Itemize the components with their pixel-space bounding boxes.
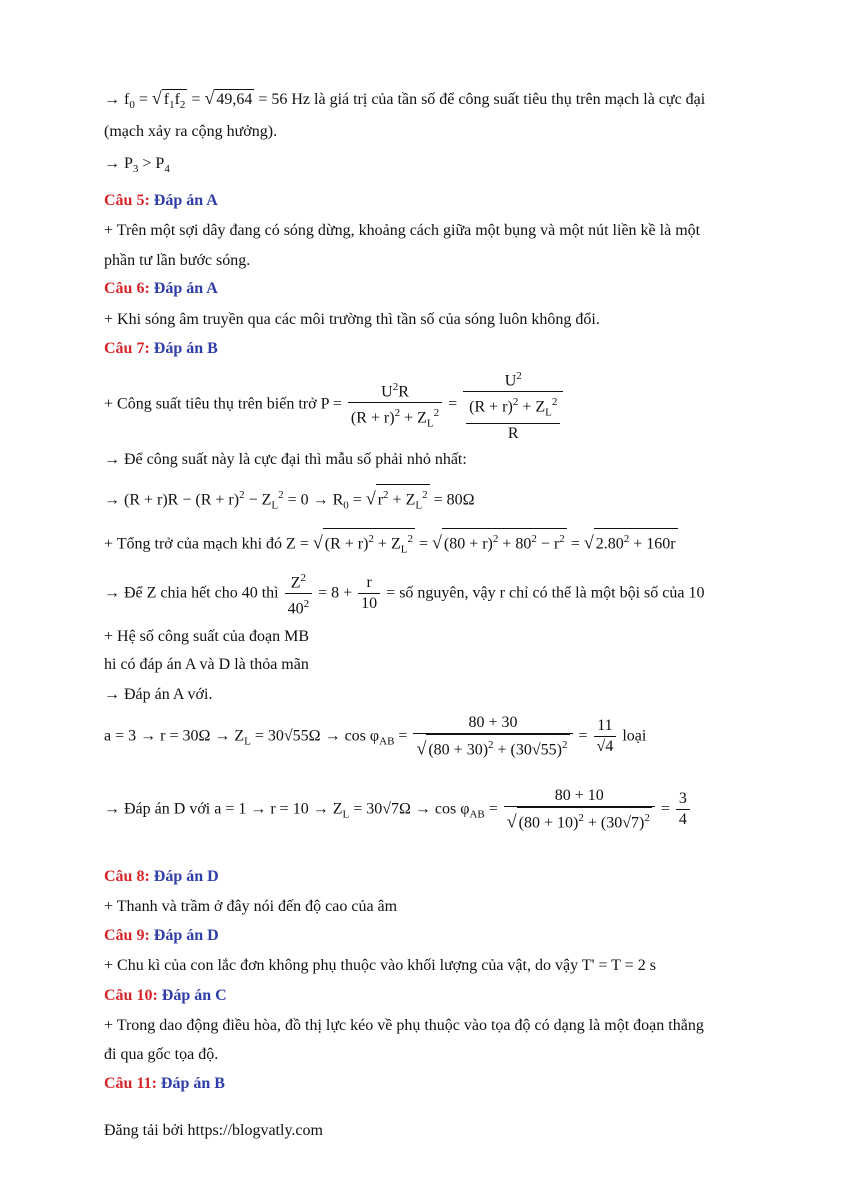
- question-9-heading: [104, 926, 219, 946]
- answer-label: Đáp án D: [153, 927, 219, 944]
- divisibility-formula: → Để Z chia hết cho 40 thì $\frac{Z^2}{40^2}$ = 8 + $\frac{r}{10}$ = số nguyên, vậy r chỉ có thể là một bội số của 10: [104, 568, 704, 620]
- answer-a-formula: $a = 3 \to r = 30\Omega \to Z_L = 30√55\Omega \to \cos \varphi_{AB}$ = $\frac{80 + 30}{√ (80 + 30)^2 + (30√55)^2}$ = $\frac{11}{√4}$ loại: [104, 714, 647, 759]
- answer-label: Đáp án A: [153, 280, 218, 297]
- only-a-d-text: hi có đáp án A và D là thỏa mãn: [104, 656, 309, 673]
- question-6-text: + Khi sóng âm truyền qua các môi trường thì tần số của sóng luôn không đổi.: [104, 311, 600, 328]
- question-label: Câu 8:: [104, 868, 150, 885]
- question-label: Câu 7:: [104, 340, 150, 357]
- question-9-body: + Chu kì của con lắc đơn không phụ thuộc vào khối lượng của vật, do vậy: [104, 957, 579, 974]
- impedance-formula: + Tổng trở của mạch khi đó Z = √ $(R + r)^2 + Z_L^2$ = √ $(80 + r)^2 + 80^2 - r^2$ = √ $2.80^2 + 160r$: [104, 528, 678, 560]
- optimal-resistance-formula: → $(R + r)R - (R + r)^2 - Z_L^2 = 0 \to R_0$ = √ $r^2 + Z_L^2 = 80\Omega$: [104, 484, 475, 516]
- question-6-heading: [104, 279, 218, 299]
- resonance-note: (mạch xảy ra cộng hưởng).: [104, 123, 278, 140]
- page-footer: Đăng tải bởi https://blogvatly.com: [104, 1122, 323, 1139]
- impedance-label: + Tổng trở của mạch khi đó: [104, 535, 283, 553]
- question-label: Câu 11:: [104, 1075, 157, 1092]
- question-label: Câu 6:: [104, 280, 150, 297]
- answer-a-intro: → Đáp án A với.: [104, 686, 213, 703]
- resonance-frequency-line: → $f_0$ = √ $f_1f_2$ = √ 49,64 = 56 Hz là giá trị của tần số để công suất tiêu thụ trên mạch là cực đại: [104, 88, 705, 115]
- answer-label: Đáp án A: [153, 192, 218, 209]
- resonance-text: Hz là giá trị của tần số để công suất tiêu thụ trên mạch là cực đại: [291, 91, 706, 108]
- question-10-text-cont: đi qua gốc tọa độ.: [104, 1046, 219, 1063]
- answer-label: Đáp án B: [153, 340, 218, 357]
- answer-label: Đáp án B: [160, 1075, 225, 1092]
- question-label: Câu 5:: [104, 192, 150, 209]
- divisibility-tail: số nguyên, vậy r chỉ có thể là một bội số của 10: [399, 584, 705, 602]
- power-formula: + Công suất tiêu thụ trên biến trở P = $\frac{U^2R}{(R + r)^2 + Z_L^2}$ = $\frac{U^2}{\frac{(R + r)^2 + Z_L^2}{R}}$: [104, 366, 565, 444]
- answer-label: Đáp án D: [153, 868, 219, 885]
- reject-label: loại: [622, 727, 647, 745]
- answer-label: Đáp án C: [161, 987, 227, 1004]
- question-10-heading: [104, 986, 227, 1006]
- minimize-label: → Để công suất này là cực đại thì mẫu số phải nhỏ nhất:: [104, 451, 467, 468]
- power-label: + Công suất tiêu thụ trên biến trở: [104, 395, 317, 413]
- question-8-heading: [104, 867, 219, 887]
- question-5-text-cont: phần tư lần bước sóng.: [104, 252, 251, 269]
- question-5-heading: [104, 191, 218, 211]
- power-compare: → $P_3 > P_4$: [104, 155, 170, 176]
- divisibility-label: → Để Z chia hết cho 40 thì: [104, 584, 279, 602]
- question-label: Câu 9:: [104, 927, 150, 944]
- question-5-text: + Trên một sợi dây đang có sóng dừng, khoảng cách giữa một bụng và một nút liền kề là một: [104, 222, 701, 239]
- answer-d-intro: → Đáp án D với: [104, 800, 211, 818]
- question-7-heading: [104, 339, 218, 359]
- power-factor-label: + Hệ số công suất của đoạn MB: [104, 628, 309, 645]
- question-9-text: + Chu kì của con lắc đơn không phụ thuộc vào khối lượng của vật, do vậy T' = T = 2 s: [104, 957, 656, 974]
- question-10-text: + Trong dao động điều hòa, đồ thị lực kéo về phụ thuộc vào tọa độ có dạng là một đoạn thẳng: [104, 1017, 704, 1034]
- question-8-text: + Thanh và trầm ở đây nói đến độ cao của âm: [104, 898, 398, 915]
- question-label: Câu 10:: [104, 987, 158, 1004]
- answer-d-formula: → Đáp án D với $a = 1 \to r = 10 \to Z_L = 30√7\Omega \to \cos \varphi_{AB}$ = $\frac{80 + 10}{√ (80 + 10)^2 + (30√7)^2}$ = $\frac{3}{4}$: [104, 786, 692, 833]
- question-11-heading: [104, 1074, 225, 1094]
